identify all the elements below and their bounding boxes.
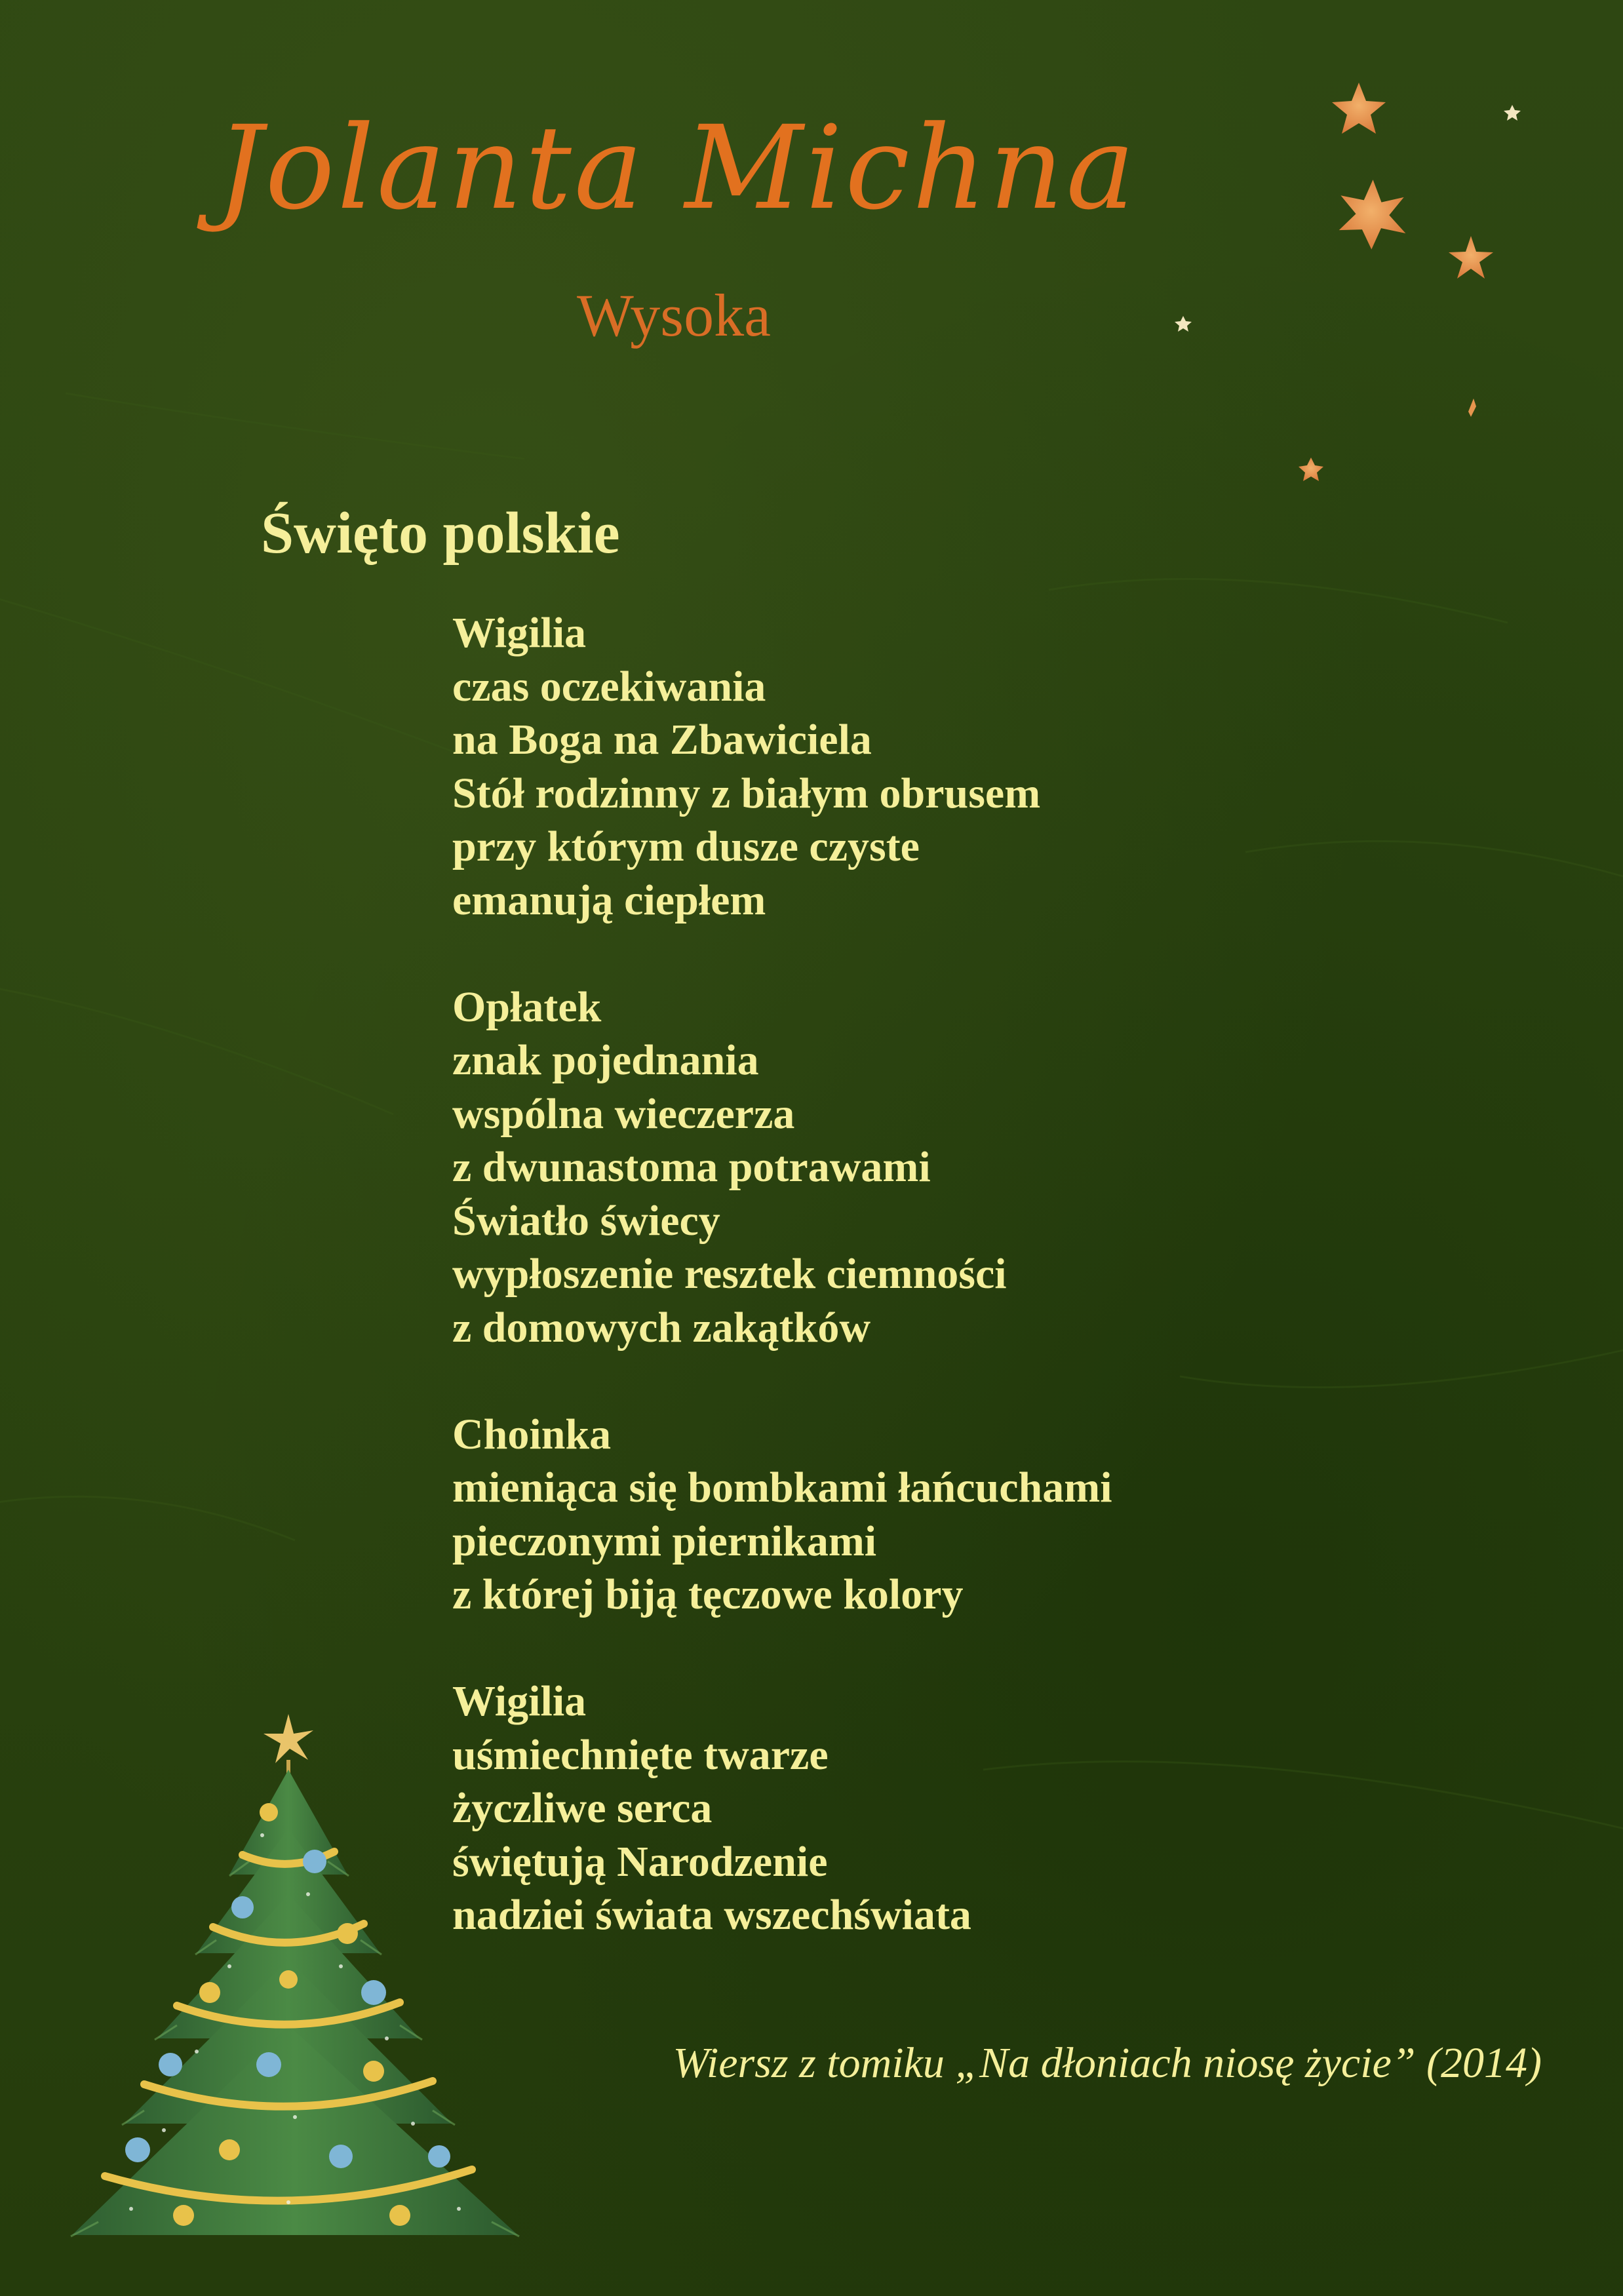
poem-line: na Boga na Zbawiciela xyxy=(452,716,872,764)
poem-line: Wigilia xyxy=(452,1677,587,1725)
poem-line: czas oczekiwania xyxy=(452,662,766,710)
poem-line: wspólna wieczerza xyxy=(452,1089,795,1138)
author-town: Wysoka xyxy=(577,282,771,349)
poem-title: Święto polskie xyxy=(261,501,620,566)
poem-stanza xyxy=(452,1408,1344,1622)
poem-stanza xyxy=(452,1675,1344,1942)
poem-line: Światło świecy xyxy=(452,1196,720,1245)
poem-line: emanują ciepłem xyxy=(452,876,766,924)
poem-line: Opłatek xyxy=(452,983,602,1031)
author-name: Jolanta Michna xyxy=(216,101,1138,235)
poem-stanza xyxy=(452,606,1344,927)
star-icon xyxy=(1114,52,1573,511)
poem-line: Choinka xyxy=(452,1410,612,1458)
poem-line: uśmiechnięte twarze xyxy=(452,1730,829,1779)
poem-source-note: Wiersz z tomiku „Na dłoniach niosę życie” (2014) xyxy=(673,2039,1542,2087)
poem-line: Wigilia xyxy=(452,609,587,657)
poem-stanza xyxy=(452,981,1344,1355)
poem-body xyxy=(452,606,1344,1942)
christmas-tree-icon xyxy=(33,1698,570,2287)
poem-line: nadziei świata wszechświata xyxy=(452,1891,971,1939)
poem-line: pieczonymi piernikami xyxy=(452,1517,877,1565)
poem-line: życzliwe serca xyxy=(452,1784,713,1832)
poem-line: znak pojednania xyxy=(452,1036,759,1084)
poem-line: z domowych zakątków xyxy=(452,1303,870,1352)
poem-line: wypłoszenie resztek ciemności xyxy=(452,1250,1007,1298)
poem-line: mieniąca się bombkami łańcuchami xyxy=(452,1464,1112,1511)
poem-line: świętują Narodzenie xyxy=(452,1837,828,1886)
poem-line: Stół rodzinny z białym obrusem xyxy=(452,769,1041,817)
poem-line: z dwunastoma potrawami xyxy=(452,1143,931,1191)
poem-line: z której biją tęczowe kolory xyxy=(452,1570,964,1618)
poem-line: przy którym dusze czyste xyxy=(452,823,920,870)
